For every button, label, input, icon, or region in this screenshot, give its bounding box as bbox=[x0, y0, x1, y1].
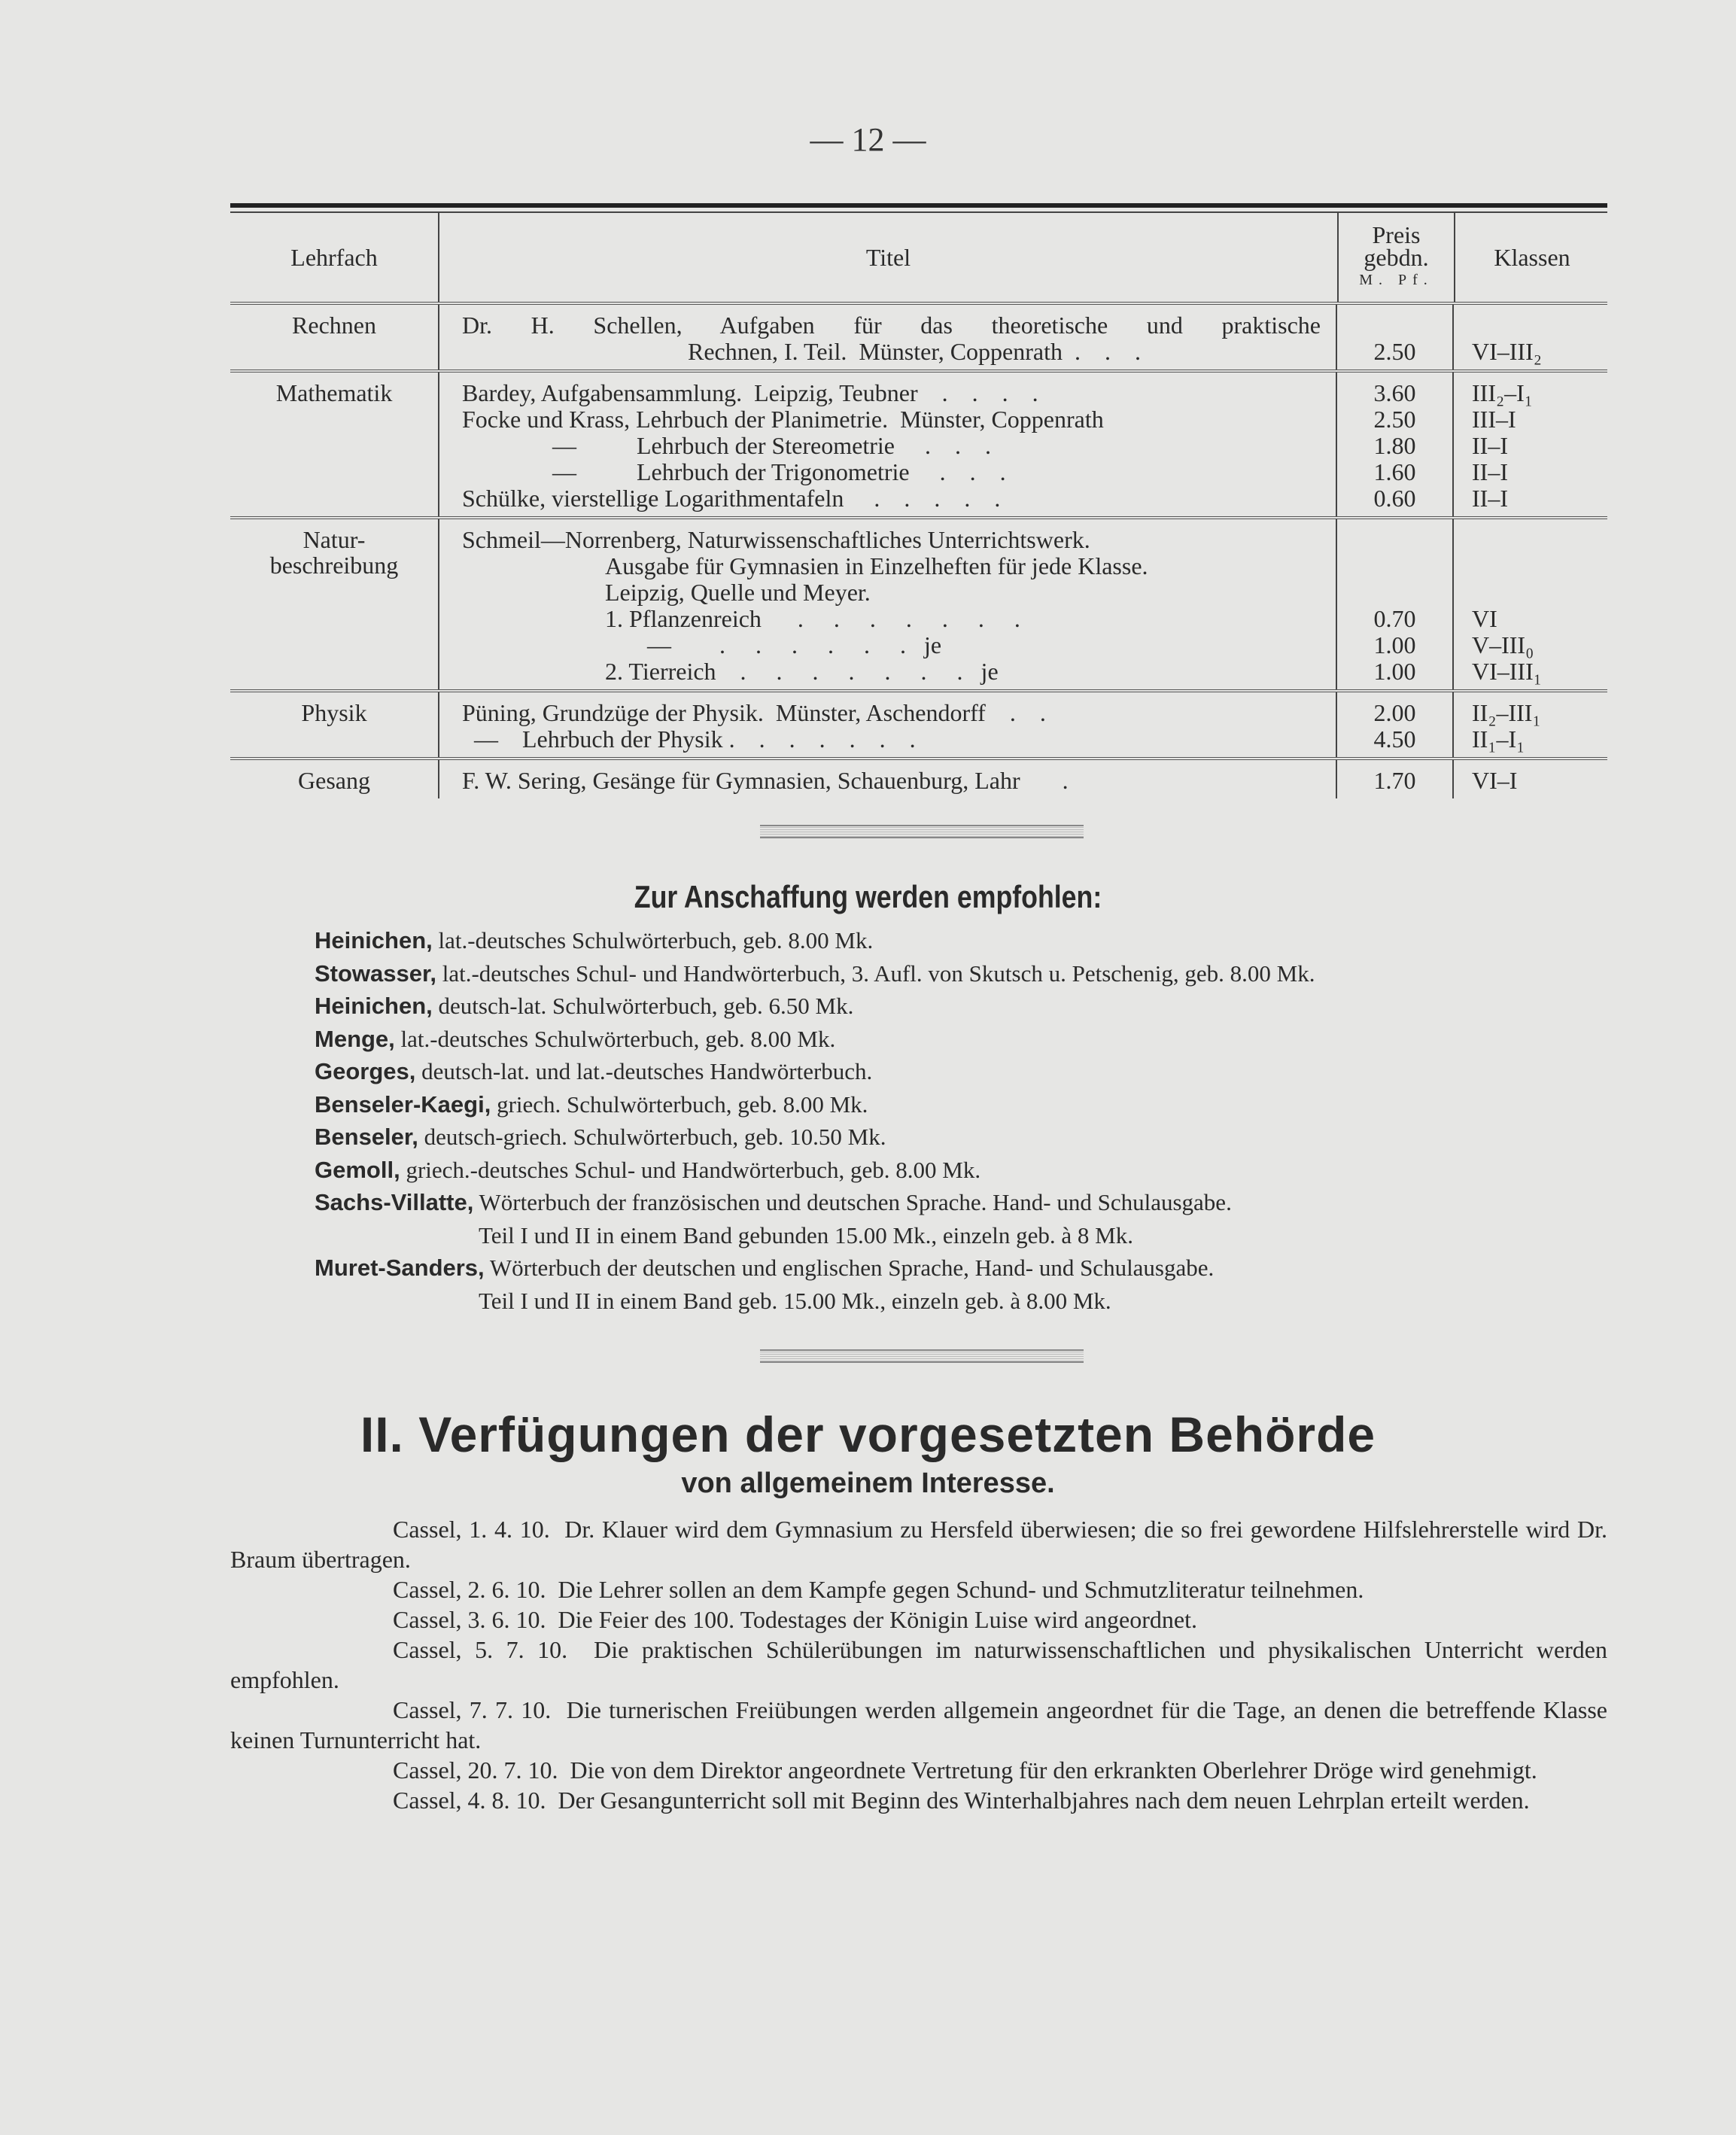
price-value: 4.50 bbox=[1373, 726, 1416, 753]
dictionary-description-cont: Teil I und II in einem Band gebunden 15.00 Mk., einzeln geb. à 8 Mk. bbox=[479, 1221, 1133, 1248]
header-preis-label: Preis bbox=[1372, 221, 1421, 248]
title-line: — Lehrbuch der Stereometrie . . . bbox=[552, 433, 991, 459]
dictionary-description: lat.-deutsches Schulwörterbuch, geb. 8.00 Mk. bbox=[394, 1025, 836, 1052]
title-line: Schülke, vierstellige Logarithmentafeln . . . . . bbox=[462, 485, 1001, 512]
klassen-cell bbox=[1452, 373, 1607, 516]
klassen-value: III₂–I₁ bbox=[1472, 380, 1533, 406]
price-value bbox=[1337, 579, 1452, 606]
dictionary-entry bbox=[315, 924, 1616, 957]
klassen-value: V–III₀ bbox=[1472, 632, 1534, 658]
price-value: 3.60 bbox=[1373, 380, 1416, 406]
dictionary-author: Benseler, bbox=[315, 1124, 418, 1150]
price-value bbox=[1337, 312, 1452, 339]
klassen-value: VI–I bbox=[1472, 768, 1518, 794]
dictionary-entry bbox=[315, 1121, 1616, 1154]
dictionary-description-cont: Teil I und II in einem Band geb. 15.00 Mk., einzeln geb. à 8.00 Mk. bbox=[479, 1287, 1111, 1314]
klassen-value: III–I bbox=[1472, 406, 1516, 433]
dictionary-entry bbox=[315, 1186, 1616, 1219]
dictionary-author: Gemoll, bbox=[315, 1156, 400, 1183]
dictionary-entry bbox=[315, 1154, 1616, 1187]
title-line: 2. Tierreich . . . . . . . je bbox=[605, 658, 999, 685]
dictionary-description: Wörterbuch der französischen und deutschen Sprache. Hand- und Schulausgabe. bbox=[473, 1189, 1232, 1215]
klassen-value: II–I bbox=[1472, 433, 1508, 459]
title-line: F. W. Sering, Gesänge für Gymnasien, Schauenburg, Lahr . bbox=[462, 768, 1069, 794]
decree-list bbox=[230, 1514, 1613, 1815]
price-cell bbox=[1336, 692, 1452, 757]
dictionary-entry bbox=[315, 1251, 1616, 1285]
title-line: Focke und Krass, Lehrbuch der Planimetrie. Münster, Coppenrath bbox=[462, 406, 1104, 433]
price-cell bbox=[1336, 305, 1452, 370]
decree-paragraph: Cassel, 20. 7. 10. Die von dem Direktor angeordnete Vertretung für den erkrankten Oberlehrer Dröge wird genehmigt. bbox=[393, 1756, 1537, 1784]
price-value bbox=[1337, 553, 1452, 579]
table-row bbox=[230, 760, 1607, 798]
title-line: Leipzig, Quelle und Meyer. bbox=[605, 579, 871, 606]
dictionary-description: Wörterbuch der deutschen und englischen Sprache, Hand- und Schulausgabe. bbox=[484, 1255, 1215, 1281]
title-cell bbox=[438, 305, 1336, 370]
dictionary-entry bbox=[315, 1088, 1616, 1121]
dictionary-author: Georges, bbox=[315, 1058, 416, 1084]
dictionary-entry bbox=[315, 1055, 1616, 1088]
klassen-value: II₁–I₁ bbox=[1472, 726, 1525, 753]
decree-paragraph: Cassel, 3. 6. 10. Die Feier des 100. Todestages der Königin Luise wird angeordnet. bbox=[393, 1606, 1197, 1633]
title-cell bbox=[438, 373, 1336, 516]
dictionary-description: griech.-deutsches Schul- und Handwörterbuch, geb. 8.00 Mk. bbox=[400, 1156, 981, 1183]
dictionary-description: deutsch-lat. Schulwörterbuch, geb. 6.50 Mk. bbox=[432, 993, 854, 1019]
textbook-table bbox=[230, 203, 1607, 798]
title-cell bbox=[438, 692, 1336, 757]
klassen-cell bbox=[1452, 760, 1607, 798]
section-title: II. Verfügungen der vorgesetzten Behörde bbox=[360, 1407, 1376, 1462]
title-cell bbox=[438, 760, 1336, 798]
recommended-heading: Zur Anschaffung werden empfohlen: bbox=[634, 879, 1102, 914]
klassen-cell bbox=[1452, 519, 1607, 689]
header-unit-label: M. Pf. bbox=[1359, 272, 1433, 288]
subject-cell: Mathematik bbox=[275, 379, 393, 406]
table-header bbox=[230, 213, 1607, 305]
dictionary-entry bbox=[315, 957, 1616, 990]
header-klassen: Klassen bbox=[1454, 213, 1609, 302]
header-lehrfach: Lehrfach bbox=[290, 243, 378, 271]
klassen-value: II₂–III₁ bbox=[1472, 700, 1541, 726]
decree-paragraph: Cassel, 5. 7. 10. Die praktischen Schülerübungen im naturwissenschaftlichen und physikalischen Unterricht werden empfohlen. bbox=[230, 1636, 1613, 1693]
header-titel: Titel bbox=[438, 213, 1337, 302]
price-value: 2.50 bbox=[1373, 339, 1416, 365]
page-number: — 12 — bbox=[810, 121, 926, 158]
dictionary-author: Benseler-Kaegi, bbox=[315, 1090, 491, 1118]
klassen-cell bbox=[1452, 305, 1607, 370]
decree-paragraph: Cassel, 1. 4. 10. Dr. Klauer wird dem Gymnasium zu Hersfeld überwiesen; die so frei gewordene Hilfslehrerstelle wird Dr. Braum übertragen. bbox=[230, 1516, 1613, 1573]
dictionary-description: deutsch-griech. Schulwörterbuch, geb. 10.50 Mk. bbox=[418, 1124, 886, 1150]
title-line: — . . . . . . je bbox=[605, 632, 942, 658]
header-preis bbox=[1337, 213, 1454, 302]
dictionary-description: lat.-deutsches Schul- und Handwörterbuch, 3. Aufl. von Skutsch u. Petschenig, geb. 8.00 Mk. bbox=[436, 960, 1315, 987]
title-line: Rechnen, I. Teil. Münster, Coppenrath . . . bbox=[688, 339, 1141, 365]
price-cell bbox=[1336, 760, 1452, 798]
price-cell bbox=[1336, 519, 1452, 689]
dictionary-author: Stowasser, bbox=[315, 960, 436, 987]
dictionary-author: Sachs-Villatte, bbox=[315, 1189, 474, 1215]
dictionary-author: Heinichen, bbox=[315, 927, 433, 953]
title-cell bbox=[438, 519, 1336, 689]
table-row bbox=[230, 305, 1607, 373]
decree-paragraph: Cassel, 7. 7. 10. Die turnerischen Freiübungen werden allgemein angeordnet für die Tage, an denen die betreffende Klasse keinen Turnunterricht hat. bbox=[230, 1696, 1613, 1753]
dictionary-entry bbox=[315, 1023, 1616, 1056]
section-subtitle: von allgemeinem Interesse. bbox=[681, 1467, 1055, 1499]
dictionary-author: Menge, bbox=[315, 1025, 395, 1052]
dictionary-description: deutsch-lat. und lat.-deutsches Handwörterbuch. bbox=[415, 1058, 873, 1084]
klassen-cell bbox=[1452, 692, 1607, 757]
price-value: 1.80 bbox=[1373, 433, 1416, 459]
dictionary-description: lat.-deutsches Schulwörterbuch, geb. 8.00 Mk. bbox=[432, 927, 874, 953]
title-line: — Lehrbuch der Trigonometrie . . . bbox=[552, 459, 1006, 485]
price-value: 0.60 bbox=[1373, 485, 1416, 512]
recommended-list bbox=[315, 924, 1616, 1317]
title-line: Püning, Grundzüge der Physik. Münster, Aschendorff . . bbox=[462, 700, 1046, 726]
title-line: Dr. H. Schellen, Aufgaben für das theoretische und praktische bbox=[462, 312, 1321, 339]
klassen-value: II–I bbox=[1472, 485, 1508, 512]
dictionary-description: griech. Schulwörterbuch, geb. 8.00 Mk. bbox=[491, 1090, 868, 1118]
dictionary-author: Heinichen, bbox=[315, 993, 433, 1019]
dictionary-entry bbox=[315, 990, 1616, 1023]
title-line: — Lehrbuch der Physik . . . . . . . bbox=[462, 726, 916, 753]
klassen-value bbox=[1472, 579, 1607, 606]
klassen-value: VI bbox=[1472, 606, 1497, 632]
price-value: 1.00 bbox=[1373, 658, 1416, 685]
title-line: Ausgabe für Gymnasien in Einzelheften für jede Klasse. bbox=[605, 553, 1148, 579]
price-value: 1.00 bbox=[1373, 632, 1416, 658]
table-top-rule bbox=[230, 203, 1607, 208]
decree-paragraph: Cassel, 2. 6. 10. Die Lehrer sollen an dem Kampfe gegen Schund- und Schmutzliteratur teilnehmen. bbox=[393, 1576, 1364, 1603]
decorative-rule bbox=[760, 1349, 1084, 1363]
klassen-value bbox=[1472, 527, 1607, 553]
decorative-rule bbox=[760, 825, 1084, 838]
klassen-value bbox=[1472, 312, 1607, 339]
klassen-value: VI–III₂ bbox=[1472, 339, 1542, 365]
header-gebdn-label: gebdn. bbox=[1364, 244, 1429, 271]
subject-cell: Rechnen bbox=[292, 312, 376, 339]
table-body bbox=[230, 305, 1607, 798]
klassen-value: II–I bbox=[1472, 459, 1508, 485]
table-row bbox=[230, 519, 1607, 692]
subject-cell: Gesang bbox=[298, 767, 370, 794]
price-value: 1.60 bbox=[1373, 459, 1416, 485]
table-row bbox=[230, 692, 1607, 760]
dictionary-author: Muret-Sanders, bbox=[315, 1255, 485, 1281]
klassen-value: VI–III₁ bbox=[1472, 658, 1542, 685]
subject-cell: Natur- beschreibung bbox=[269, 526, 399, 579]
title-line: Schmeil—Norrenberg, Naturwissenschaftliches Unterrichtswerk. bbox=[462, 527, 1090, 553]
table-row bbox=[230, 373, 1607, 519]
price-value: 0.70 bbox=[1373, 606, 1416, 632]
title-line: Bardey, Aufgabensammlung. Leipzig, Teubner . . . . bbox=[462, 380, 1038, 406]
price-value: 2.50 bbox=[1373, 406, 1416, 433]
decree-paragraph: Cassel, 4. 8. 10. Der Gesangunterricht soll mit Beginn des Winterhalbjahres nach dem neuen Lehrplan erteilt werden. bbox=[393, 1787, 1530, 1814]
subject-cell: Physik bbox=[301, 699, 367, 726]
klassen-value bbox=[1472, 553, 1607, 579]
price-value: 2.00 bbox=[1373, 700, 1416, 726]
price-value bbox=[1337, 527, 1452, 553]
price-value: 1.70 bbox=[1373, 768, 1416, 794]
price-cell bbox=[1336, 373, 1452, 516]
title-line: 1. Pflanzenreich . . . . . . . bbox=[605, 606, 1020, 632]
